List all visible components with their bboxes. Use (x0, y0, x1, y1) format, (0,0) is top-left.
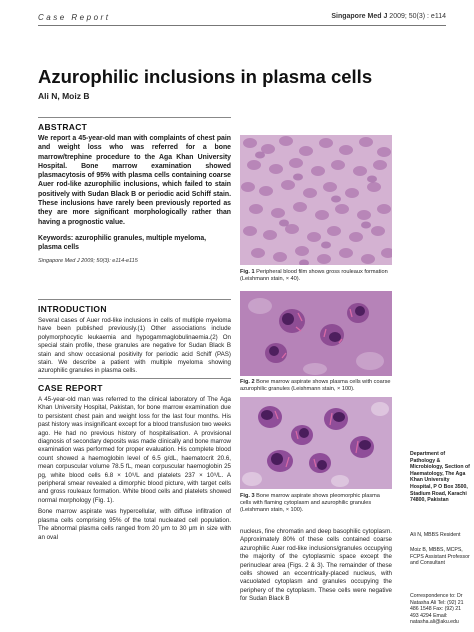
keywords: Keywords: azurophilic granules, multiple myeloma, plasma cells (38, 234, 207, 252)
pleomorphic-cells-micrograph (240, 397, 392, 489)
rouleaux-micrograph (240, 135, 392, 265)
case-report-continuation: nucleus, fine chromatin and deep basophilic cytoplasm. Approximately 80% of these cells contained coarse azurophilic Auer rod-like inclusions/granules occupying the majority of the cytoplasmic space except the perinuclear area (Figs. 2 & 3). The remainder of these cells showed an eccentrically-placed nucleus, with vacuolated cytoplasm and granules occupying the periphery of the cytoplasm. These cells were negative for Sudan Black B (240, 528, 392, 603)
running-header-citation (331, 13, 446, 20)
figure-2-caption-text: Bone marrow aspirate shows plasma cells with coarse azurophilic granules (Leishmann stain, × 100). (240, 379, 391, 393)
figure-1-caption (240, 269, 392, 283)
article-citation: Singapore Med J 2009; 50(3): e114-e115 (38, 257, 138, 264)
case-report-paragraph-1: A 45-year-old man was referred to the clinical laboratory of The Aga Khan University Hospital, Pakistan, for bone marrow examination due to persistent chest pain and weight loss for the last four months. His past history was insignificant except for a blood transfusion two weeks ago. He had no previous history of hospitalisation. A provisional diagnosis of secondary deposits was made clinically and bone marrow examination was performed for proper evaluation. His complete blood count showed a haemoglobin level of 6.5 g/dL, haematocrit 20.6, mean corpuscular volume 78.5 fL, mean corpuscular haemoglobin 25 pg, white blood cells 6.8 × 10⁹/L and platelets 237 × 10⁹/L. A peripheral smear revealed a dimorphic blood picture, with target cells and gross rouleaux formation. White blood cells and platelets showed normal morphology (Fig. 1). (38, 396, 231, 504)
article-title: Azurophilic inclusions in plasma cells (38, 66, 373, 87)
figure-1-image (240, 135, 392, 265)
header-rule (38, 25, 446, 26)
figure-2-caption (240, 379, 392, 393)
figure-2-label: Fig. 2 (240, 379, 255, 385)
abstract-section (38, 117, 231, 264)
journal-volume: 2009; 50(3) : e114 (389, 13, 446, 20)
case-report-section (38, 378, 231, 542)
introduction-section (38, 299, 231, 376)
plasma-cells-micrograph (240, 291, 392, 376)
figure-1-caption-text: Peripheral blood film shows gross rouleaux formation (Leishmann stain, × 40). (240, 269, 388, 283)
correspondence: Correspondence to: Dr Natasha Ali Tel: (92) 21 486 1548 Fax: (92) 21 493 4294 Email: natasha.ali@aku.edu (410, 593, 464, 626)
abstract-text: We report a 45-year-old man with complaints of chest pain and weight loss who was referred for a bone marrow/trephine procedure to the Aga Khan University Hospital. Bone marrow examination showed plasmacytosis of 95% with plasma cells containing coarse Auer rod-like azurophilic inclusions, which failed to stain positively with Sudan Black B or periodic acid Schiff stain. These inclusions have rarely been previously reported as they are more significant morphologically rather than having a prognostic value. (38, 135, 231, 226)
introduction-text: Several cases of Auer rod-like inclusions in cells of multiple myeloma have been published previously.(1) Other associations include polymorphocytic leukaemia and hypogammaglobulinaemia.(2) On special stain profile, these granules are negative for Sudan Black B stain and show occasional positivity for periodic acid Schiff (PAS) stain. We describe a patient with multiple myeloma showing azurophilic granules in plasma cells. (38, 317, 231, 375)
introduction-heading: INTRODUCTION (38, 299, 231, 314)
figure-3-caption (240, 493, 392, 515)
figure-3-image (240, 397, 392, 489)
figure-2-image (240, 291, 392, 376)
figure-1-label: Fig. 1 (240, 269, 255, 275)
case-report-heading: CASE REPORT (38, 378, 231, 393)
affiliation-department: Department of Pathology & Microbiology, Section of Haematology, The Aga Khan University Hospital, P O Box 3500, Stadium Road, Karachi 74800, Pakistan (410, 451, 470, 504)
journal-name: Singapore Med J (331, 13, 388, 20)
author-list: Ali N, Moiz B (38, 91, 90, 101)
abstract-heading: ABSTRACT (38, 117, 231, 132)
figure-3-label: Fig. 3 (240, 493, 255, 499)
figure-3-caption-text: Bone marrow aspirate shows pleomorphic plasma cells with flaming cytoplasm and azurophilic granules (Leishmann stain, × 100). (240, 493, 380, 514)
case-report-paragraph-2: Bone marrow aspirate was hypercellular, with diffuse infiltration of plasma cells comprising 95% of the total nucleated cell population. The abnormal plasma cells ranged from 20 μm to 30 μm in size with an oval (38, 508, 231, 541)
running-header-section: Case Report (38, 13, 111, 22)
affiliation-author-2: Moiz B, MBBS, MCPS, FCPS Assistant Professor and Consultant (410, 547, 470, 567)
affiliation-author-1: Ali N, MBBS Resident (410, 532, 461, 538)
